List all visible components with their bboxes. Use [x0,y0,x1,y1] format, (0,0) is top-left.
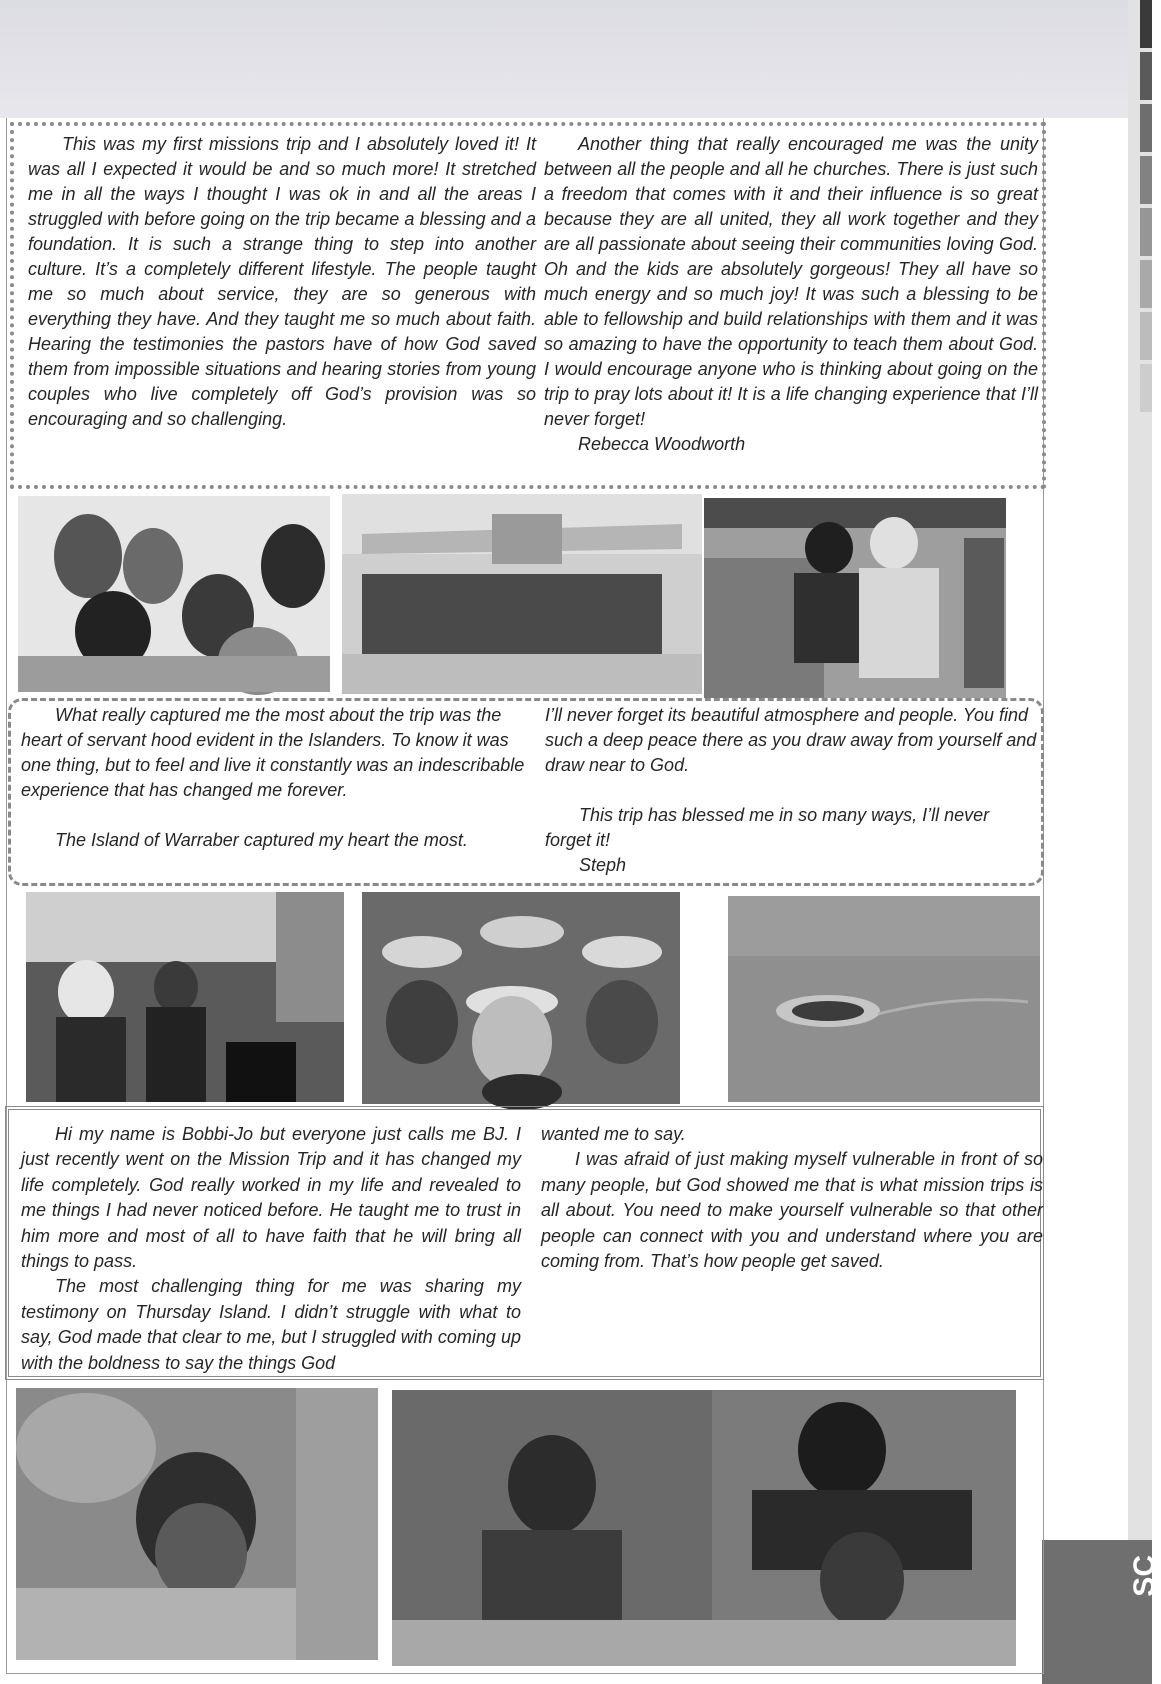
testimony-paragraph: Another thing that really encouraged me was the unity between all the people and all he churches. There is just such a freedom that comes with it and their influence is so great because they are all united, they all work together and they are all passionate about seeing their communities loving God. Oh and the kids are absolutely gorgeous! They all have so much energy and so much joy! It was such a blessing to be able to fellowship and build relationships with them and it was so amazing to have the opportunity to teach them about God. I would encourage anyone who is thinking about going on the trip to pray lots about it! It is a life changing experience that I’ll never forget! [544,134,1038,429]
edge-tab [1140,312,1152,360]
testimony-column-left [21,703,529,853]
testimony-column-right [541,1122,1043,1274]
edge-tab [1140,52,1152,100]
photo-girls-singing [26,892,344,1102]
edge-tab [1140,260,1152,308]
testimony-paragraph: Hi my name is Bobbi-Jo but everyone just calls me BJ. I just recently went on the Mission Trip and it has changed my life completely. God really worked in my life and revealed to me things I had never noticed before. He taught me to trust in him more and most of all to have faith that he will bring all things to pass. [21,1124,521,1272]
testimony-paragraph: I’ll never forget its beautiful atmosphere and people. You find such a deep peace there as you draw away from yourself and draw near to God. [545,705,1037,775]
photo-boys-with-crayfish [704,498,1006,698]
photo-group-at-plane [342,494,702,694]
testimony-author: Rebecca Woodworth [578,434,746,454]
photo-child-drawing [16,1388,378,1660]
edge-tab [1140,156,1152,204]
page-border-bottom [6,1673,1044,1674]
testimony-column-right [545,703,1039,878]
testimony-paragraph: wanted me to say. [541,1124,686,1144]
edge-tab [1140,104,1152,152]
testimony-box-steph [8,698,1044,886]
testimony-paragraph: The most challenging thing for me was sharing my testimony on Thursday Island. I didn’t struggle with what to say, God made that clear to me, but I struggled with coming up with the boldness to say the things God [21,1276,521,1373]
photo-children-with-balloon-hats [362,892,680,1104]
testimony-paragraph: What really captured me the most about the trip was the heart of servant hood evident in the Islanders. To know it was one thing, but to feel and live it constantly was an indescribable experience that has changed me forever. [21,705,525,800]
testimony-paragraph: The Island of Warraber captured my heart the most. [55,830,468,850]
page-border-left [6,118,7,1673]
photo-island-aerial [728,896,1040,1102]
testimony-paragraph: I was afraid of just making myself vulnerable in front of so many people, but God showed me that is what mission trips is all about. You need to make yourself vulnerable so that other people can connect with you and understand where you are coming from. That’s how people get saved. [541,1149,1043,1272]
testimony-box-rebecca [10,122,1046,489]
edge-tab [1140,208,1152,256]
top-header-band [0,0,1128,118]
photo-girls-and-children [18,496,330,692]
testimony-column-left [28,132,536,432]
edge-tab [1140,0,1152,48]
testimony-paragraph: This trip has blessed me in so many ways, I’ll never forget it! [545,805,990,850]
photo-children-at-table [392,1390,1016,1666]
testimony-column-right [544,132,1038,457]
testimony-paragraph: This was my first missions trip and I absolutely loved it! It was all I expected it would be and so much more! It stretched me in all the ways I thought I was ok in and all the areas I struggled with before going on the trip became a blessing and a foundation. It is such a strange thing to step into another culture. It’s a completely different lifestyle. The people taught me so much about service, they are so generous with everything they have. And they taught me so much about faith. Hearing the testimonies the pastors have of how God saved them from impossible situations and hearing stories from young couples who live completely off God’s provision was so encouraging and so challenging. [28,134,536,429]
testimony-column-left [21,1122,521,1376]
section-tab-label: SC [1128,1555,1161,1597]
edge-tab [1140,364,1152,412]
testimony-box-bobbi-jo [5,1106,1044,1380]
testimony-author: Steph [579,855,627,875]
